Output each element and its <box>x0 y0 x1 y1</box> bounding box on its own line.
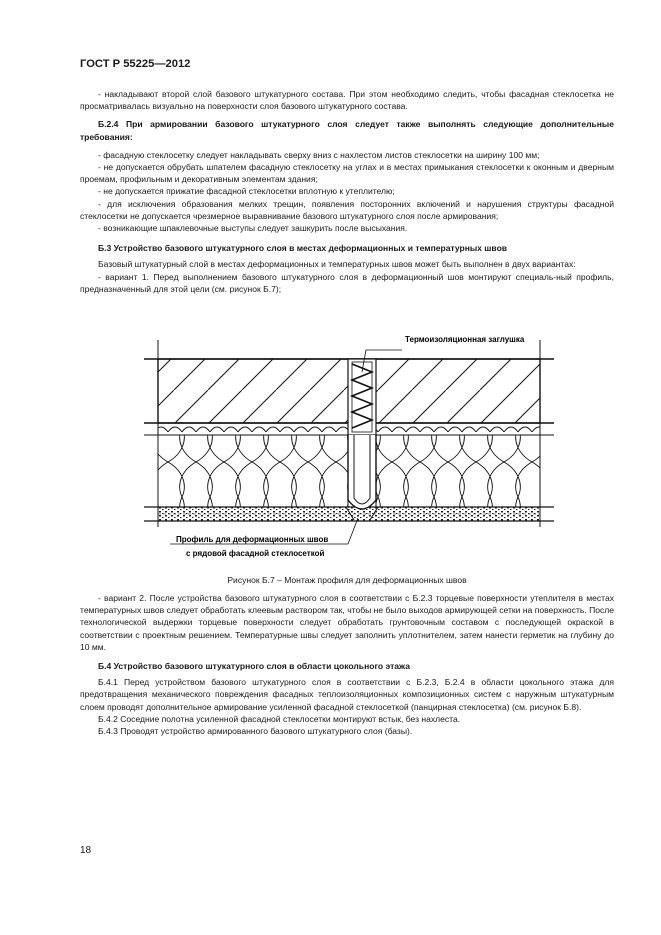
joint-profile <box>348 435 376 509</box>
figure-b7-drawing <box>140 322 560 572</box>
list-item: - не допускается прижатие фасадной стеклосетки вплотную к утеплителю; <box>98 186 395 197</box>
insulation-right <box>376 435 540 507</box>
document-header: ГОСТ Р 55225—2012 <box>80 58 191 70</box>
paragraph: - накладывают второй слой базового штукатурного состава. При этом необходимо следить, чтобы фасадная стеклосетка не просматривалась визуально на поверхности слоя базового штукатурного состава. <box>80 89 614 112</box>
paragraph: - вариант 1. Перед выполнением базового штукатурного слоя в деформационный шов монтируют специаль-ный профиль, предназначенный для этой цели (см. рисунок Б.7); <box>80 271 614 294</box>
paragraph: Б.4.2 Соседние полотна усиленной фасадной стеклосетки монтируют встык, без нахлеста. <box>98 713 461 724</box>
section-b3-title: Б.3 Устройство базового штукатурного слоя в местах деформационных и температурных швов <box>98 243 508 254</box>
paragraph: - вариант 2. После устройства базового штукатурного слоя в соответствии с Б.2.3 торцевые поверхности утеплителя в местах температурных швов следует обработать клеевым раствором так, чтобы не было выходов армирующей сетки на поверхность. После технологической выдержки торцевые поверхности следует обработать грунтовочным составом с последующей окраской в соответствии с проектным решением. Температурные швы следует заполнить уплотнителем, затем нанести герметик на глубину до 10 мм. <box>80 593 614 652</box>
section-b4-title: Б.4 Устройство базового штукатурного слоя в области цокольного этажа <box>98 661 410 672</box>
figure-caption: Рисунок Б.7 – Монтаж профиля для деформационных швов <box>227 575 467 585</box>
text-block-upper <box>80 88 614 295</box>
paragraph: Базовый штукатурный слой в местах деформационных и температурных швов может быть выполнен в двух вариантах: <box>98 259 576 270</box>
label-joint-profile-1: Профиль для деформационных швов <box>176 535 329 544</box>
paragraph: Б.4.1 Перед устройством базового штукатурного слоя в соответствии с Б.2.3, Б.2.4 в области цокольного этажа для предотвращения механического повреждения фасадных теплоизоляционных композиционных систем с наружным штукатурным слоем проводят дополнительное армирование усиленной фасадной стеклосеткой (панцирная стеклосетка) (см. рисунок Б.8). <box>80 677 614 712</box>
page-number: 18 <box>80 845 92 856</box>
insulation-left <box>158 435 348 507</box>
list-item: - не допускается обрубать шпателем фасадную стеклосетку на углах и в местах примыкания стеклосетки к оконным и дверным проемам, профильным и декоративным элементам здания; <box>80 162 614 185</box>
list-item: - для исключения образования мелких трещин, появления посторонних включений и нарушения структуры фасадной стеклосетки не допускается чрезмерное выравнивание базового штукатурного слоя после армирования; <box>80 198 614 221</box>
list-item: - возникающие шпаклевочные выступы следует зашкурить после высыхания. <box>98 223 408 234</box>
clause-b24-title: Б.2.4 При армировании базового штукатурного слоя следует также выполнять следующие дополнительные требования: <box>80 119 614 142</box>
label-joint-profile-2: с рядовой фасадной стеклосеткой <box>186 549 325 558</box>
label-thermal-plug: Термоизоляционная заглушка <box>405 335 525 344</box>
text-block-lower <box>80 592 614 737</box>
list-item: - фасадную стеклосетку следует накладывать сверху вниз с нахлестом листов стеклосетки на ширину 100 мм; <box>98 149 540 160</box>
paragraph: Б.4.3 Проводят устройство армированного базового штукатурного слоя (базы). <box>98 726 413 737</box>
